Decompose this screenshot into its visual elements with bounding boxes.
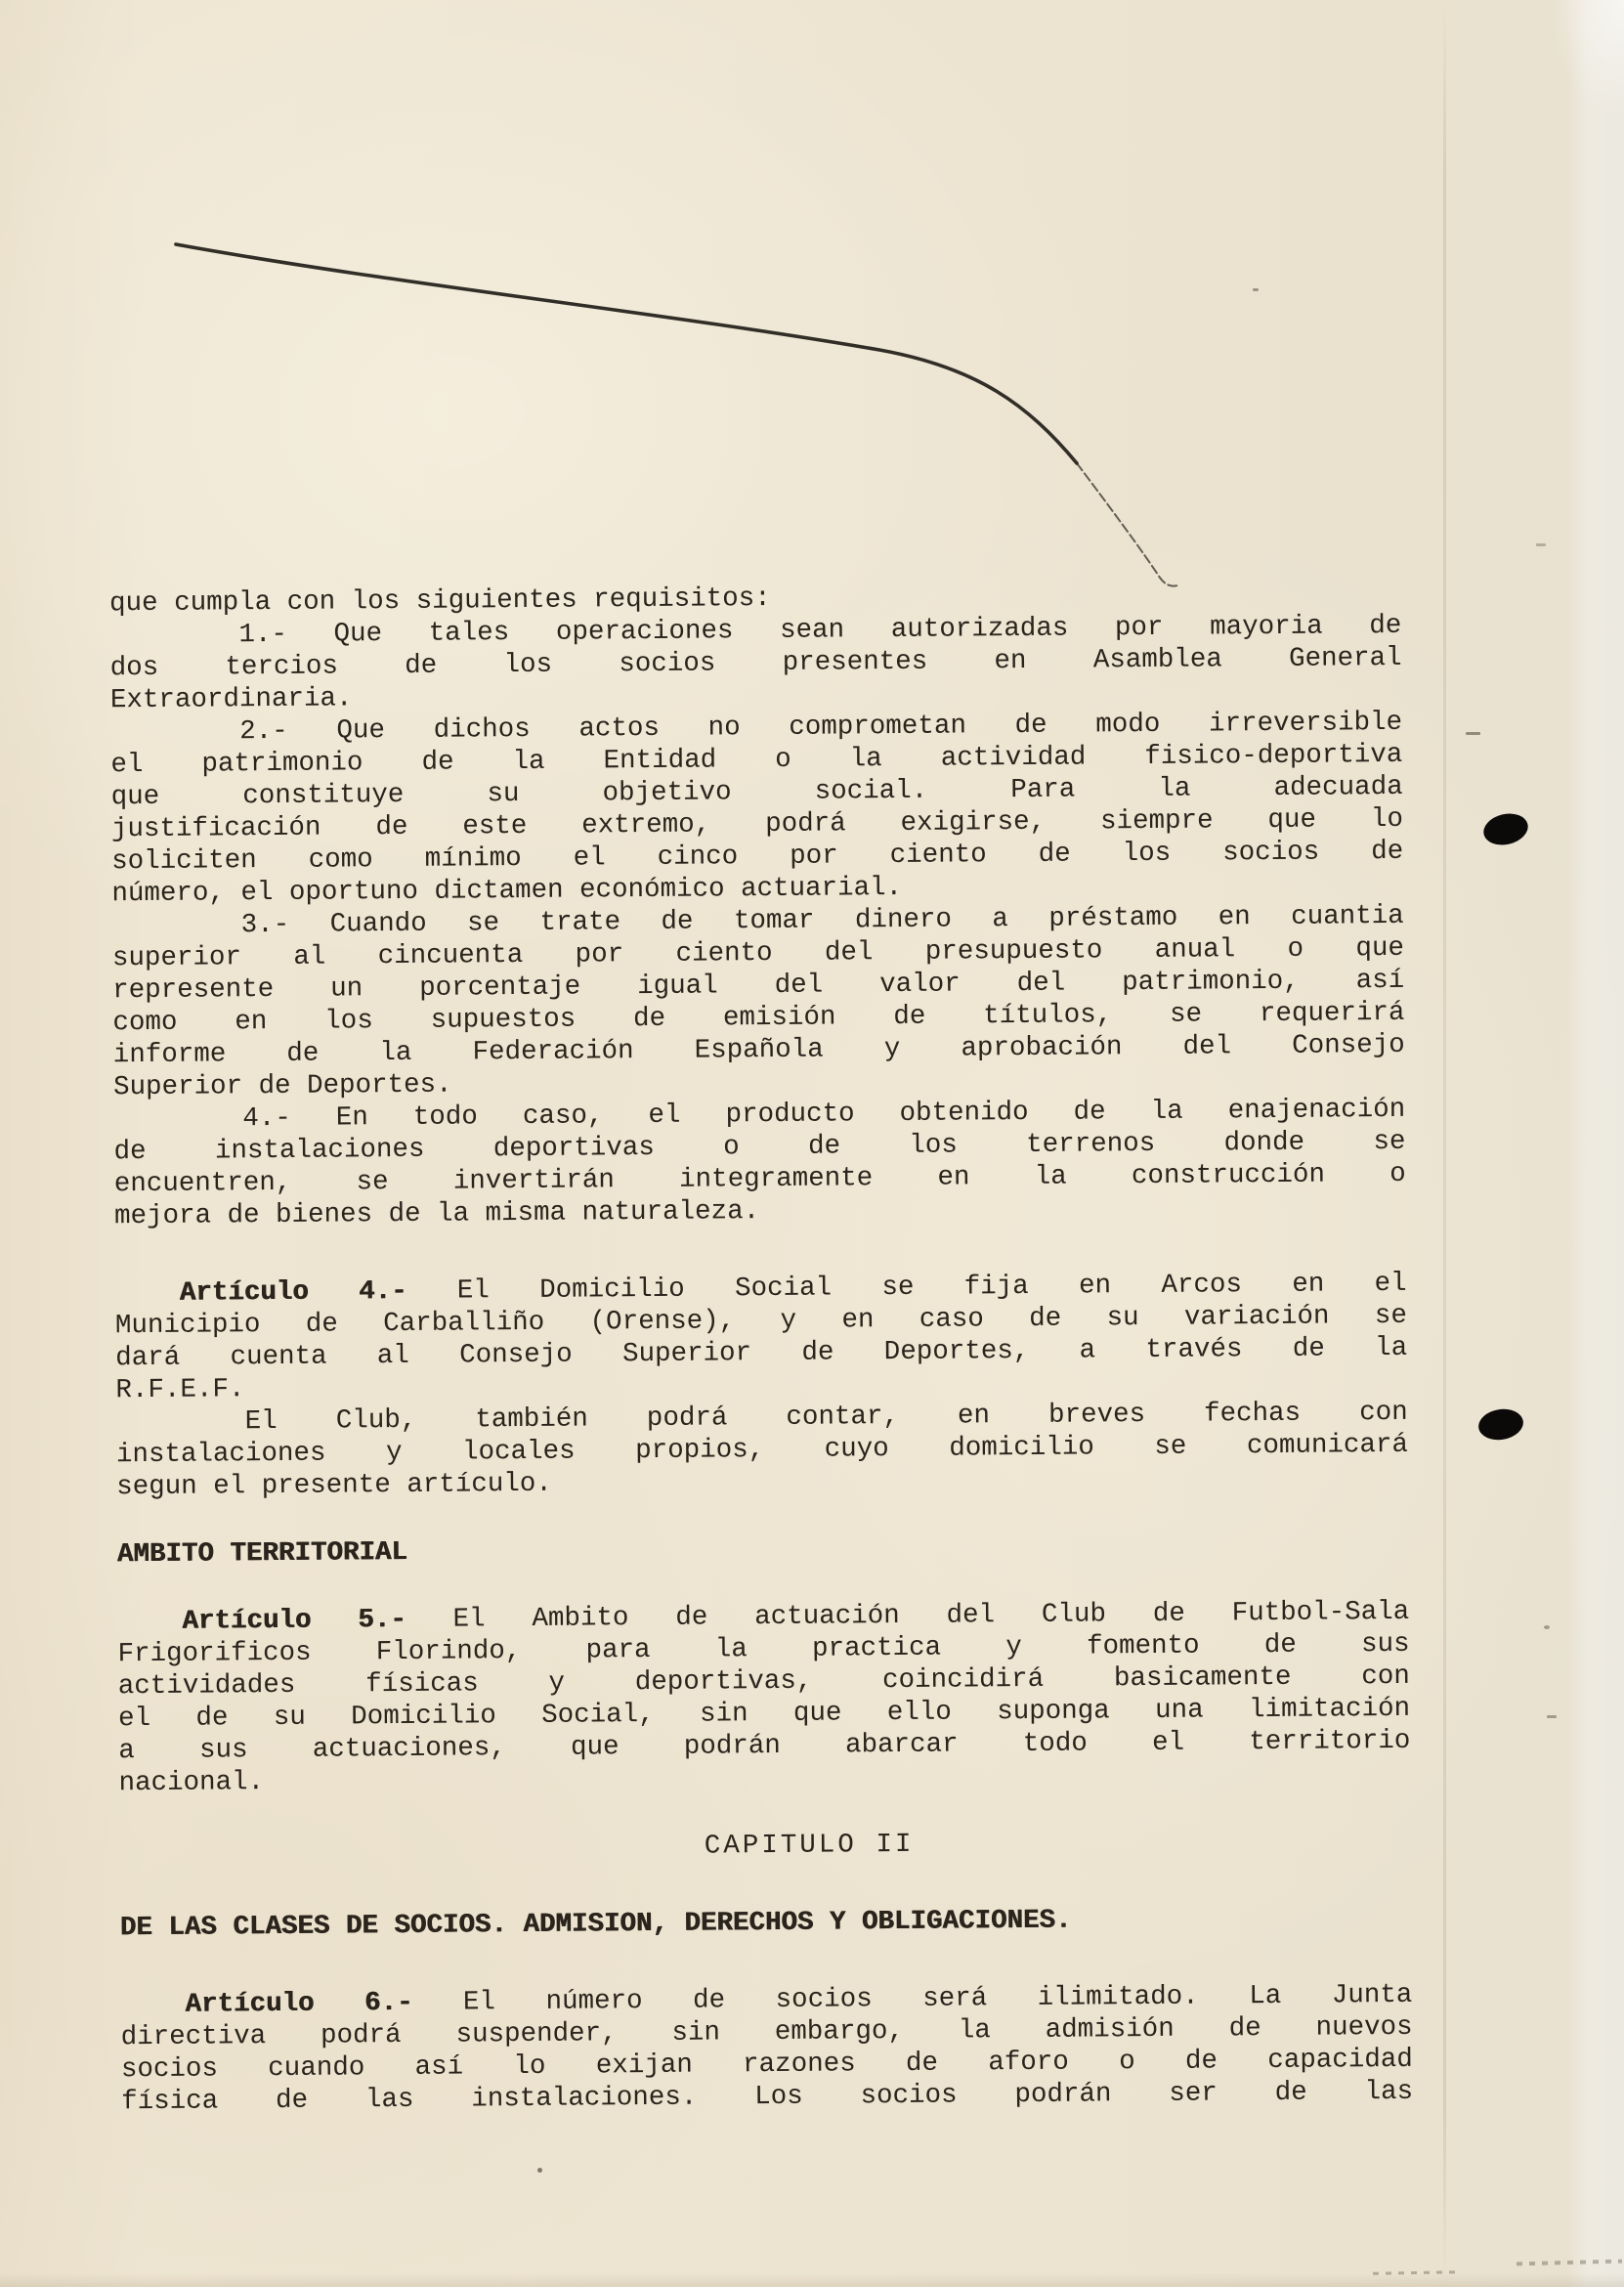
scan-speck xyxy=(1547,1715,1557,1718)
text-line: socios cuando así lo exijan razones de aforo o de capacidad xyxy=(120,2044,1413,2086)
text-line: DE LAS CLASES DE SOCIOS. ADMISION, DERECHOS Y OBLIGACIONES. xyxy=(119,1905,1072,1944)
scan-speck xyxy=(1466,732,1480,735)
section-heading xyxy=(120,1902,1412,1944)
text-line: mejora de bienes de la misma naturaleza. xyxy=(113,1196,760,1232)
text-line: Extraordinaria. xyxy=(109,683,353,716)
text-line: Artículo 6.- El número de socios será ilimitado. La Junta xyxy=(185,1979,1413,2020)
text-line: superior al cincuenta por ciento del presupuesto anual o que xyxy=(111,932,1405,974)
article-lead: Artículo 4.- xyxy=(179,1275,407,1309)
text-line: a sus actuaciones, que podrán abarcar todo el territorio xyxy=(118,1725,1411,1767)
text-line: justificación de este extremo, podrá exigirse, siempre que lo xyxy=(110,803,1404,845)
text-line: como en los supuestos de emisión de títulos, se requerirá xyxy=(112,997,1405,1039)
scan-bottom-shadow xyxy=(0,2273,1624,2287)
paragraph xyxy=(116,1397,1409,1503)
stray-period-mark xyxy=(537,2168,542,2173)
scan-edge xyxy=(1567,0,1624,2287)
scan-speck xyxy=(1536,543,1546,546)
paragraph xyxy=(120,1979,1413,2118)
section-heading xyxy=(117,1529,1409,1571)
paragraph xyxy=(112,900,1406,1103)
text-line: El Club, también podrá contar, en breves fechas con xyxy=(244,1397,1408,1438)
text-line: de instalaciones deportivas o de los terrenos donde se xyxy=(113,1126,1406,1168)
text-line: Municipio de Carballiño (Orense), y en caso de su variación se xyxy=(114,1300,1408,1342)
paragraph xyxy=(115,1268,1408,1406)
punch-hole-icon xyxy=(1476,1406,1525,1444)
text-line: dará cuenta al Consejo Superior de Deportes, a través de la xyxy=(115,1332,1408,1374)
text-line: segun el presente artículo. xyxy=(116,1468,552,1503)
text-line: directiva podrá suspender, sin embargo, la admisión de nuevos xyxy=(120,2011,1413,2053)
text-line: 1.- Que tales operaciones sean autorizadas por mayoria de xyxy=(238,610,1402,651)
paragraph xyxy=(117,1596,1411,1799)
scan-speck xyxy=(1544,1625,1550,1629)
paper-crease xyxy=(1443,0,1446,2287)
text-line: AMBITO TERRITORIAL xyxy=(116,1536,407,1571)
text-line: número, el oportuno dictamen económico actuarial. xyxy=(111,872,903,910)
text-line: el de su Domicilio Social, sin que ello suponga una limitación xyxy=(117,1693,1411,1735)
text-line: el patrimonio de la Entidad o la actividad fisico-deportiva xyxy=(110,739,1403,781)
text-line: encuentren, se invertirán integramente en la construcción o xyxy=(113,1158,1406,1200)
text-line: que constituye su objetivo social. Para la adecuada xyxy=(110,771,1403,813)
text-line: que cumpla con los siguientes requisitos: xyxy=(109,583,771,620)
document-text xyxy=(109,578,1413,2118)
text-line: nacional. xyxy=(118,1767,265,1799)
article-lead: Artículo 5.- xyxy=(182,1604,406,1637)
text-line: instalaciones y locales propios, cuyo domicilio se comunicará xyxy=(115,1429,1409,1471)
text-line: CAPITULO II xyxy=(704,1829,915,1862)
article-lead: Artículo 6.- xyxy=(185,1987,413,2020)
text-line: Superior de Deportes. xyxy=(112,1069,452,1103)
scan-speck xyxy=(1253,288,1259,291)
text-line: Artículo 5.- El Ambito de actuación del Club de Futbol-Sala xyxy=(182,1596,1410,1637)
text-line: R.F.E.F. xyxy=(115,1374,245,1406)
text-line: 4.- En todo caso, el producto obtenido de la enajenación xyxy=(242,1094,1406,1135)
text-line: actividades físicas y deportivas, coincidirá basicamente con xyxy=(117,1661,1410,1703)
paragraph xyxy=(109,610,1402,716)
text-line: dos tercios de los socios presentes en Asamblea General xyxy=(109,642,1402,684)
scan-corner-highlight xyxy=(1556,0,1624,127)
paragraph xyxy=(110,707,1404,910)
punch-hole-icon xyxy=(1480,809,1531,849)
text-line: física de las instalaciones. Los socios podrán ser de las xyxy=(121,2076,1414,2118)
text-line: informe de la Federación Española y aprobación del Consejo xyxy=(112,1029,1405,1071)
text-line: 2.- Que dichos actos no comprometan de modo irreversible xyxy=(239,707,1403,748)
chapter-heading xyxy=(119,1825,1411,1867)
scan-dotted-line xyxy=(1373,2270,1456,2274)
text-line: represente un porcentaje igual del valor del patrimonio, así xyxy=(112,965,1405,1007)
text-line: 3.- Cuando se trate de tomar dinero a préstamo en cuantia xyxy=(240,900,1404,941)
paragraph xyxy=(113,1094,1406,1232)
scan-dotted-line xyxy=(1517,2260,1622,2266)
text-line: Artículo 4.- El Domicilio Social se fija en Arcos en el xyxy=(179,1268,1407,1309)
text-line: Frigorificos Florindo, para la practica y fomento de sus xyxy=(117,1628,1410,1670)
text-line: soliciten como mínimo el cinco por ciento de los socios de xyxy=(111,836,1404,878)
